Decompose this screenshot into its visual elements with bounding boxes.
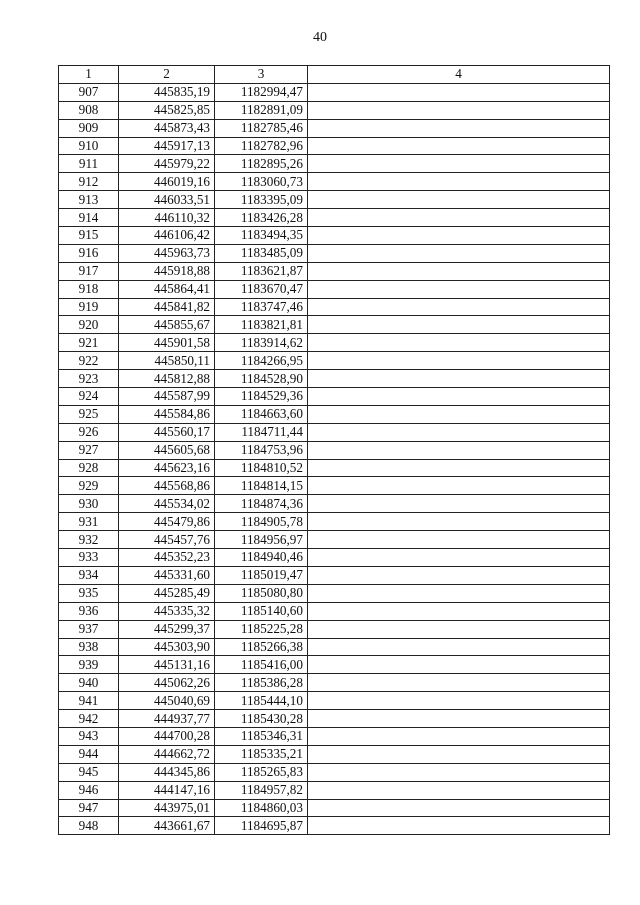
description-cell (308, 799, 610, 817)
description-cell (308, 280, 610, 298)
description-cell (308, 227, 610, 245)
description-cell (308, 817, 610, 835)
table-row (59, 459, 610, 477)
x-coordinate-cell: 445605,68 (119, 441, 215, 459)
description-cell (308, 745, 610, 763)
x-coordinate-cell: 445303,90 (119, 638, 215, 656)
description-cell (308, 638, 610, 656)
point-number-cell: 923 (59, 370, 119, 388)
point-number-cell: 928 (59, 459, 119, 477)
x-coordinate-cell: 445040,69 (119, 692, 215, 710)
point-number-cell: 947 (59, 799, 119, 817)
y-coordinate-cell: 1185019,47 (215, 566, 308, 584)
description-cell (308, 155, 610, 173)
y-coordinate-cell: 1184956,97 (215, 531, 308, 549)
x-coordinate-cell: 445825,85 (119, 101, 215, 119)
point-number-cell: 924 (59, 388, 119, 406)
table-row (59, 370, 610, 388)
point-number-cell: 917 (59, 262, 119, 280)
y-coordinate-cell: 1183621,87 (215, 262, 308, 280)
description-cell (308, 423, 610, 441)
description-cell (308, 566, 610, 584)
x-coordinate-cell: 445979,22 (119, 155, 215, 173)
point-number-cell: 927 (59, 441, 119, 459)
x-coordinate-cell: 445584,86 (119, 405, 215, 423)
point-number-cell: 908 (59, 101, 119, 119)
point-number-cell: 918 (59, 280, 119, 298)
point-number-cell: 919 (59, 298, 119, 316)
y-coordinate-cell: 1185346,31 (215, 727, 308, 745)
table-row (59, 638, 610, 656)
y-coordinate-cell: 1183060,73 (215, 173, 308, 191)
table-row (59, 674, 610, 692)
x-coordinate-cell: 445901,58 (119, 334, 215, 352)
point-number-cell: 931 (59, 513, 119, 531)
point-number-cell: 937 (59, 620, 119, 638)
x-coordinate-cell: 445917,13 (119, 137, 215, 155)
table-row (59, 280, 610, 298)
description-cell (308, 352, 610, 370)
table-row (59, 119, 610, 137)
table-row (59, 495, 610, 513)
description-cell (308, 495, 610, 513)
point-number-cell: 940 (59, 674, 119, 692)
y-coordinate-cell: 1184753,96 (215, 441, 308, 459)
x-coordinate-cell: 444147,16 (119, 781, 215, 799)
table-row (59, 799, 610, 817)
point-number-cell: 932 (59, 531, 119, 549)
y-coordinate-cell: 1184814,15 (215, 477, 308, 495)
table-row (59, 620, 610, 638)
table-row (59, 763, 610, 781)
description-cell (308, 334, 610, 352)
table-row (59, 566, 610, 584)
description-cell (308, 244, 610, 262)
point-number-cell: 916 (59, 244, 119, 262)
table-body (59, 83, 610, 834)
x-coordinate-cell: 446106,42 (119, 227, 215, 245)
x-coordinate-cell: 445457,76 (119, 531, 215, 549)
x-coordinate-cell: 444937,77 (119, 710, 215, 728)
table-row (59, 316, 610, 334)
point-number-cell: 913 (59, 191, 119, 209)
table-row (59, 334, 610, 352)
table-row (59, 441, 610, 459)
y-coordinate-cell: 1185266,38 (215, 638, 308, 656)
table-row (59, 477, 610, 495)
y-coordinate-cell: 1183670,47 (215, 280, 308, 298)
y-coordinate-cell: 1184528,90 (215, 370, 308, 388)
description-cell (308, 83, 610, 101)
y-coordinate-cell: 1184529,36 (215, 388, 308, 406)
description-cell (308, 173, 610, 191)
table-row (59, 727, 610, 745)
point-number-cell: 921 (59, 334, 119, 352)
description-cell (308, 441, 610, 459)
y-coordinate-cell: 1185225,28 (215, 620, 308, 638)
table-row (59, 227, 610, 245)
point-number-cell: 912 (59, 173, 119, 191)
y-coordinate-cell: 1185140,60 (215, 602, 308, 620)
x-coordinate-cell: 444662,72 (119, 745, 215, 763)
description-cell (308, 316, 610, 334)
table-row (59, 745, 610, 763)
x-coordinate-cell: 445534,02 (119, 495, 215, 513)
table-row (59, 262, 610, 280)
point-number-cell: 942 (59, 710, 119, 728)
y-coordinate-cell: 1183395,09 (215, 191, 308, 209)
table-row (59, 173, 610, 191)
x-coordinate-cell: 445285,49 (119, 584, 215, 602)
x-coordinate-cell: 445587,99 (119, 388, 215, 406)
x-coordinate-cell: 445352,23 (119, 549, 215, 567)
y-coordinate-cell: 1184905,78 (215, 513, 308, 531)
table-row (59, 137, 610, 155)
point-number-cell: 909 (59, 119, 119, 137)
description-cell (308, 262, 610, 280)
point-number-cell: 910 (59, 137, 119, 155)
point-number-cell: 948 (59, 817, 119, 835)
y-coordinate-cell: 1184663,60 (215, 405, 308, 423)
x-coordinate-cell: 445131,16 (119, 656, 215, 674)
x-coordinate-cell: 445568,86 (119, 477, 215, 495)
point-number-cell: 914 (59, 209, 119, 227)
table-row (59, 155, 610, 173)
y-coordinate-cell: 1185080,80 (215, 584, 308, 602)
x-coordinate-cell: 445835,19 (119, 83, 215, 101)
table-row (59, 513, 610, 531)
point-number-cell: 935 (59, 584, 119, 602)
y-coordinate-cell: 1183485,09 (215, 244, 308, 262)
y-coordinate-cell: 1183426,28 (215, 209, 308, 227)
table-row (59, 531, 610, 549)
table-row (59, 549, 610, 567)
table-row (59, 83, 610, 101)
point-number-cell: 934 (59, 566, 119, 584)
point-number-cell: 945 (59, 763, 119, 781)
point-number-cell: 925 (59, 405, 119, 423)
x-coordinate-cell: 446019,16 (119, 173, 215, 191)
y-coordinate-cell: 1182891,09 (215, 101, 308, 119)
point-number-cell: 929 (59, 477, 119, 495)
point-number-cell: 946 (59, 781, 119, 799)
y-coordinate-cell: 1183747,46 (215, 298, 308, 316)
y-coordinate-cell: 1184874,36 (215, 495, 308, 513)
table-row (59, 191, 610, 209)
x-coordinate-cell: 445062,26 (119, 674, 215, 692)
point-number-cell: 911 (59, 155, 119, 173)
y-coordinate-cell: 1184860,03 (215, 799, 308, 817)
y-coordinate-cell: 1183821,81 (215, 316, 308, 334)
description-cell (308, 477, 610, 495)
table-row (59, 817, 610, 835)
table-row (59, 781, 610, 799)
x-coordinate-cell: 445560,17 (119, 423, 215, 441)
x-coordinate-cell: 445299,37 (119, 620, 215, 638)
x-coordinate-cell: 446033,51 (119, 191, 215, 209)
x-coordinate-cell: 444345,86 (119, 763, 215, 781)
y-coordinate-cell: 1182782,96 (215, 137, 308, 155)
point-number-cell: 941 (59, 692, 119, 710)
table-row (59, 710, 610, 728)
x-coordinate-cell: 445841,82 (119, 298, 215, 316)
table-header-row (59, 66, 610, 84)
x-coordinate-cell: 445864,41 (119, 280, 215, 298)
x-coordinate-cell: 446110,32 (119, 209, 215, 227)
point-number-cell: 930 (59, 495, 119, 513)
point-number-cell: 933 (59, 549, 119, 567)
point-number-cell: 938 (59, 638, 119, 656)
y-coordinate-cell: 1182785,46 (215, 119, 308, 137)
table-row (59, 584, 610, 602)
description-cell (308, 692, 610, 710)
point-number-cell: 943 (59, 727, 119, 745)
description-cell (308, 531, 610, 549)
description-cell (308, 763, 610, 781)
description-cell (308, 191, 610, 209)
description-cell (308, 298, 610, 316)
description-cell (308, 388, 610, 406)
table-row (59, 602, 610, 620)
x-coordinate-cell: 445855,67 (119, 316, 215, 334)
description-cell (308, 513, 610, 531)
column-header-2: 2 (119, 66, 215, 84)
table-row (59, 101, 610, 119)
description-cell (308, 674, 610, 692)
table-row (59, 244, 610, 262)
description-cell (308, 101, 610, 119)
y-coordinate-cell: 1185416,00 (215, 656, 308, 674)
table-row (59, 656, 610, 674)
y-coordinate-cell: 1184940,46 (215, 549, 308, 567)
table-row (59, 405, 610, 423)
x-coordinate-cell: 445812,88 (119, 370, 215, 388)
y-coordinate-cell: 1183914,62 (215, 334, 308, 352)
y-coordinate-cell: 1184711,44 (215, 423, 308, 441)
y-coordinate-cell: 1185386,28 (215, 674, 308, 692)
point-number-cell: 922 (59, 352, 119, 370)
column-header-1: 1 (59, 66, 119, 84)
y-coordinate-cell: 1183494,35 (215, 227, 308, 245)
x-coordinate-cell: 445479,86 (119, 513, 215, 531)
description-cell (308, 459, 610, 477)
description-cell (308, 370, 610, 388)
table-row (59, 209, 610, 227)
table-row (59, 298, 610, 316)
column-header-4: 4 (308, 66, 610, 84)
coordinates-table-wrapper (58, 65, 610, 835)
description-cell (308, 137, 610, 155)
x-coordinate-cell: 445335,32 (119, 602, 215, 620)
point-number-cell: 926 (59, 423, 119, 441)
description-cell (308, 781, 610, 799)
point-number-cell: 944 (59, 745, 119, 763)
table-row (59, 423, 610, 441)
description-cell (308, 656, 610, 674)
x-coordinate-cell: 443661,67 (119, 817, 215, 835)
y-coordinate-cell: 1184957,82 (215, 781, 308, 799)
x-coordinate-cell: 444700,28 (119, 727, 215, 745)
table-row (59, 352, 610, 370)
table-row (59, 692, 610, 710)
x-coordinate-cell: 445331,60 (119, 566, 215, 584)
point-number-cell: 936 (59, 602, 119, 620)
x-coordinate-cell: 445873,43 (119, 119, 215, 137)
description-cell (308, 727, 610, 745)
description-cell (308, 119, 610, 137)
description-cell (308, 209, 610, 227)
y-coordinate-cell: 1182895,26 (215, 155, 308, 173)
y-coordinate-cell: 1185444,10 (215, 692, 308, 710)
y-coordinate-cell: 1184695,87 (215, 817, 308, 835)
x-coordinate-cell: 445963,73 (119, 244, 215, 262)
y-coordinate-cell: 1185430,28 (215, 710, 308, 728)
y-coordinate-cell: 1184810,52 (215, 459, 308, 477)
y-coordinate-cell: 1182994,47 (215, 83, 308, 101)
page-number: 40 (313, 30, 327, 45)
point-number-cell: 915 (59, 227, 119, 245)
x-coordinate-cell: 445918,88 (119, 262, 215, 280)
coordinates-table (58, 65, 610, 835)
table-row (59, 388, 610, 406)
point-number-cell: 907 (59, 83, 119, 101)
column-header-3: 3 (215, 66, 308, 84)
description-cell (308, 405, 610, 423)
point-number-cell: 920 (59, 316, 119, 334)
description-cell (308, 602, 610, 620)
description-cell (308, 549, 610, 567)
x-coordinate-cell: 445623,16 (119, 459, 215, 477)
y-coordinate-cell: 1185335,21 (215, 745, 308, 763)
x-coordinate-cell: 445850,11 (119, 352, 215, 370)
description-cell (308, 710, 610, 728)
x-coordinate-cell: 443975,01 (119, 799, 215, 817)
description-cell (308, 584, 610, 602)
y-coordinate-cell: 1184266,95 (215, 352, 308, 370)
point-number-cell: 939 (59, 656, 119, 674)
description-cell (308, 620, 610, 638)
y-coordinate-cell: 1185265,83 (215, 763, 308, 781)
